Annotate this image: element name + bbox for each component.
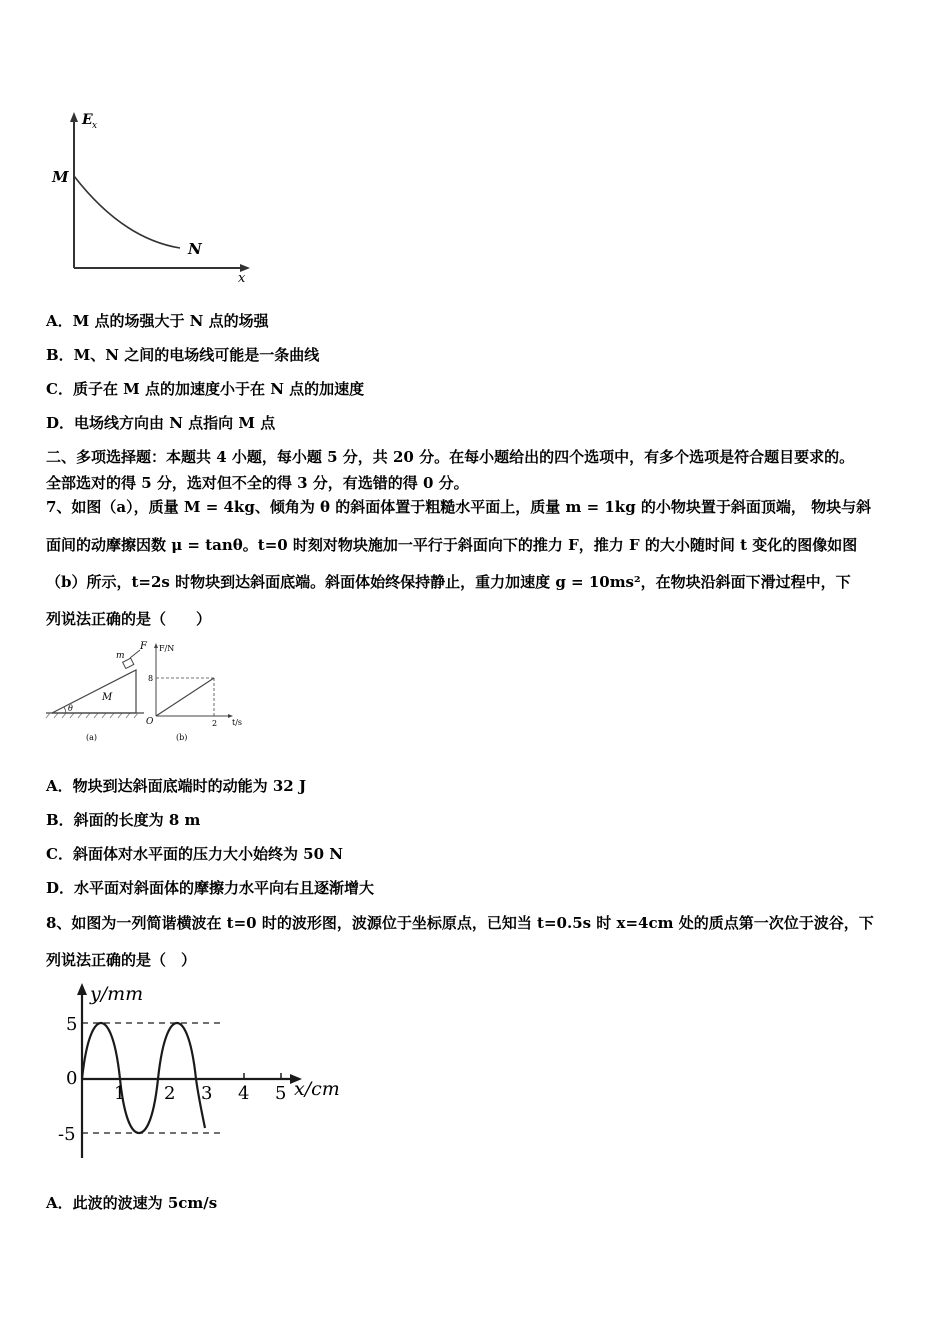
ft-x-axis-label: t/s — [232, 718, 243, 727]
ex-y-arrow — [70, 112, 78, 122]
wave-x-tick-3: 3 — [201, 1083, 213, 1104]
ex-y-label: E — [82, 112, 93, 128]
q7-stem-line1: 7、如图（a），质量 M = 4kg、倾角为 θ 的斜面体置于粗糙水平面上，质量 m = 1kg 的小物块置于斜面顶端， 物块与斜 — [46, 498, 872, 516]
wave-x-axis-label: x/cm — [294, 1078, 340, 1100]
ex-curve — [74, 176, 180, 248]
wave-x-tick-4: 4 — [238, 1083, 250, 1104]
q8-stem-line2: 列说法正确的是（ ） — [46, 951, 197, 969]
ex-graph-figure — [48, 110, 258, 285]
wave-y-tick-0: 0 — [66, 1068, 78, 1089]
q6-option-c: C．质子在 M 点的加速度小于在 N 点的加速度 — [46, 380, 365, 398]
label-a: (a) — [86, 733, 98, 742]
wave-figure — [56, 980, 356, 1165]
wave-y-arrow — [77, 983, 87, 995]
ft-data-line — [156, 678, 214, 716]
ex-x-label: x — [238, 271, 246, 285]
q7-option-c: C．斜面体对水平面的压力大小始终为 50 N — [46, 845, 343, 863]
q6-option-b: B．M、N 之间的电场线可能是一条曲线 — [46, 346, 320, 364]
wave-x-tick-5: 5 — [275, 1083, 287, 1104]
wave-y-tick-5: 5 — [66, 1014, 78, 1035]
q7-figure — [44, 640, 264, 748]
wave-x-tick-2: 2 — [164, 1083, 176, 1104]
incline-diagram — [46, 641, 148, 742]
q7-option-d: D．水平面对斜面体的摩擦力水平向右且逐渐增大 — [46, 879, 375, 897]
wave-y-axis-label: y/mm — [90, 983, 144, 1005]
label-angle: θ — [68, 704, 73, 713]
section2-header-line2: 全部选对的得 5 分，选对但不全的得 3 分，有选错的得 0 分。 — [46, 474, 469, 492]
q7-stem-line2: 面间的动摩擦因数 μ = tanθ。t=0 时刻对物块施加一平行于斜面向下的推力 F，推力 F 的大小随时间 t 变化的图像如图 — [46, 536, 858, 554]
section2-header-line1: 二、多项选择题：本题共 4 小题，每小题 5 分，共 20 分。在每小题给出的四个选项中，有多个选项是符合题目要求的。 — [46, 448, 855, 466]
label-force: F — [140, 641, 147, 652]
wave-x-tick-1: 1 — [114, 1083, 126, 1104]
q8-stem-line1: 8、如图为一列简谐横波在 t=0 时的波形图，波源位于坐标原点，已知当 t=0.5s 时 x=4cm 处的质点第一次位于波谷，下 — [46, 914, 874, 932]
ex-point-m: M — [52, 168, 69, 186]
label-big-mass: M — [102, 692, 113, 703]
ft-origin: O — [146, 717, 154, 727]
ft-x-tick: 2 — [212, 719, 218, 728]
label-b: (b) — [176, 733, 188, 742]
ft-y-arrow — [154, 643, 158, 648]
ft-y-axis-label: F/N — [159, 644, 175, 653]
q7-stem-line4: 列说法正确的是（ ） — [46, 610, 212, 628]
ex-point-n: N — [188, 240, 202, 258]
q7-stem-line3: （b）所示，t=2s 时物块到达斜面底端。斜面体始终保持静止，重力加速度 g = 10ms²，在物块沿斜面下滑过程中，下 — [46, 573, 851, 591]
q6-option-a: A．M 点的场强大于 N 点的场强 — [46, 312, 269, 330]
q6-option-d: D．电场线方向由 N 点指向 M 点 — [46, 414, 276, 432]
q8-option-a: A．此波的波速为 5cm/s — [46, 1194, 218, 1212]
q7-option-a: A．物块到达斜面底端时的动能为 32 J — [46, 777, 307, 795]
label-small-mass: m — [116, 651, 125, 661]
ground-hatch — [46, 713, 138, 718]
ft-y-tick: 8 — [148, 674, 154, 683]
force-time-graph — [146, 643, 242, 742]
q7-option-b: B．斜面的长度为 8 m — [46, 811, 201, 829]
incline-wedge — [52, 670, 136, 713]
angle-arc — [64, 707, 66, 713]
ex-y-sub: x — [92, 121, 98, 131]
wave-y-tick-neg5: -5 — [58, 1124, 76, 1145]
force-arrow — [130, 650, 140, 658]
